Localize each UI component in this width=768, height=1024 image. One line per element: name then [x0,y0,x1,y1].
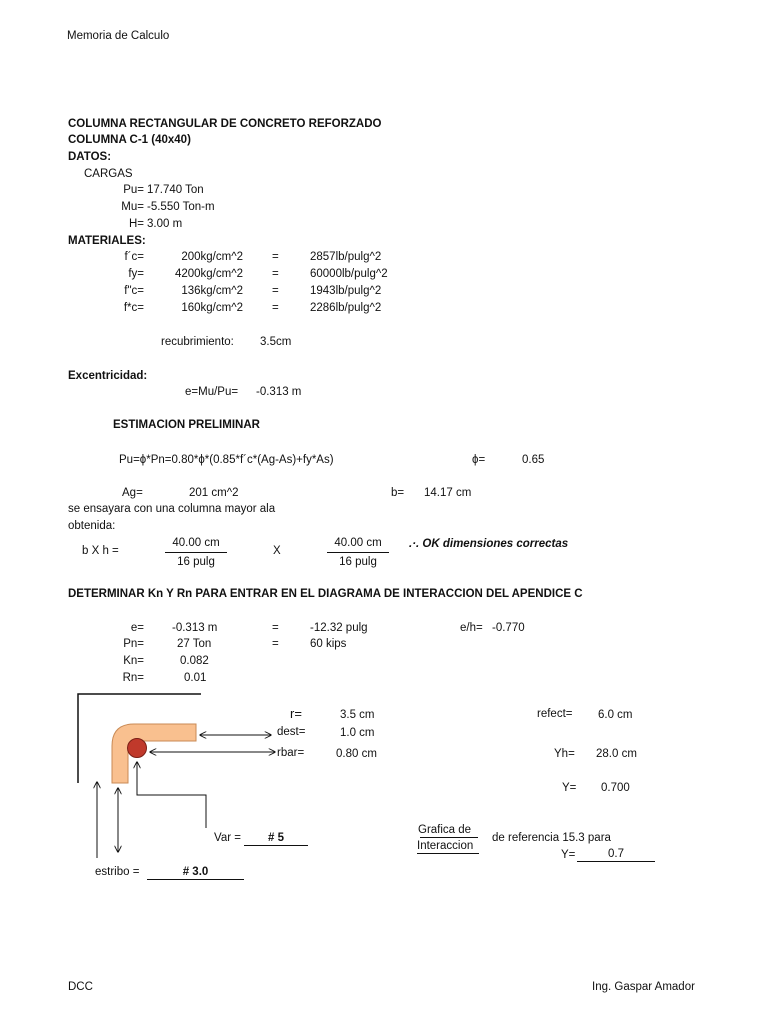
y2-value: 0.7 [577,847,655,862]
material-label: f*c= [123,302,144,314]
b-value: 14.17 cm [424,487,472,499]
cargas-label: CARGAS [84,168,133,180]
h-value: 3.00 m [147,218,183,230]
material-equals: = [272,285,279,297]
pn-value: 27 Ton [177,638,212,650]
refect-value: 6.0 cm [598,709,633,721]
mu-value: -5.550 Ton-m [147,201,215,213]
yh-label: Yh= [554,748,575,760]
materiales-heading: MATERIALES: [68,235,146,247]
mu-label: Mu= [121,201,144,213]
bxh-label: b X h = [82,545,119,557]
phi-value: 0.65 [522,454,545,466]
material-metric: 160kg/cm^2 [181,302,243,314]
referencia-text: de referencia 15.3 para [492,832,611,844]
column-id: COLUMNA C-1 (40x40) [68,134,191,146]
r-value: 3.5 cm [340,709,375,721]
estimacion-formula: Pu=ϕ*Pn=0.80*ϕ*(0.85*f´c*(Ag-As)+fy*As) [119,454,334,466]
material-label: fy= [128,268,144,280]
determinar-heading: DETERMINAR Kn Y Rn PARA ENTRAR EN EL DIAGRAMA DE INTERACCION DEL APENDICE C [68,588,583,600]
page-header: Memoria de Calculo [67,30,170,42]
ok-message: .·. OK dimensiones correctas [409,538,569,550]
doc-title: COLUMNA RECTANGULAR DE CONCRETO REFORZADO [68,118,382,130]
footer-left: DCC [68,981,93,993]
estribo-value: # 3.0 [147,865,244,880]
grafica-underline-1 [420,837,478,838]
rn-value: 0.01 [184,672,207,684]
times-sign: X [273,545,281,557]
rbar-label: rbar= [277,747,305,759]
ag-value: 201 cm^2 [189,487,239,499]
material-label: f"c= [124,285,144,297]
y-value: 0.700 [601,782,630,794]
excentricidad-heading: Excentricidad: [68,370,148,382]
refect-label: refect= [537,708,573,720]
phi-label: ϕ= [472,454,486,466]
excentricidad-value: -0.313 m [256,386,302,398]
e-label: e= [130,622,144,634]
note-line-2: obtenida: [68,520,116,532]
var-leader-line [137,762,206,828]
datos-heading: DATOS: [68,151,112,163]
grafica-underline-2 [417,853,479,854]
fraction-h-denominator: 16 pulg [339,556,377,568]
material-imperial: 60000lb/pulg^2 [310,268,388,280]
e-value: -0.313 m [172,622,218,634]
recubrimiento-label: recubrimiento: [161,336,234,348]
note-line-1: se ensayara con una columna mayor ala [68,503,276,515]
h-label: H= [128,218,144,230]
rbar-value: 0.80 cm [336,748,377,760]
estribo-label: estribo = [95,866,140,878]
r-label: r= [290,706,302,721]
stirrup-shape [112,724,196,783]
grafica-line-2: Interaccion [417,840,474,852]
kn-value: 0.082 [180,655,209,667]
fraction-b-denominator: 16 pulg [177,556,215,568]
material-imperial: 2857lb/pulg^2 [310,251,382,263]
material-metric: 4200kg/cm^2 [174,268,243,280]
material-label: f´c= [124,251,144,263]
grafica-line-1: Grafica de [418,824,472,836]
fraction-b-numerator: 40.00 cm [165,536,227,553]
b-label: b= [391,487,405,499]
pn-equals: = [272,638,279,650]
y2-label: Y= [561,849,576,861]
kn-label: Kn= [123,655,144,667]
material-metric: 200kg/cm^2 [181,251,243,263]
excentricidad-formula: e=Mu/Pu= [185,386,239,398]
pn-label: Pn= [123,638,144,650]
pn-imperial: 60 kips [310,638,347,650]
footer-author: Ing. Gaspar Amador [592,981,695,993]
eh-label: e/h= [460,622,483,634]
var-label: Var = [214,832,241,844]
material-metric: 136kg/cm^2 [181,285,243,297]
recubrimiento-value: 3.5cm [260,336,292,348]
material-equals: = [272,268,279,280]
eh-value: -0.770 [492,622,525,634]
var-value: # 5 [244,831,308,846]
material-equals: = [272,251,279,263]
material-equals: = [272,302,279,314]
estimacion-heading: ESTIMACION PRELIMINAR [113,419,260,431]
yh-value: 28.0 cm [596,748,637,760]
pu-value: 17.740 Ton [147,184,204,196]
fraction-h-numerator: 40.00 cm [327,536,389,553]
e-equals: = [272,622,279,634]
material-imperial: 1943lb/pulg^2 [310,285,382,297]
y-label: Y= [562,782,577,794]
longitudinal-bar [128,739,147,758]
ag-label: Ag= [122,487,143,499]
e-imperial: -12.32 pulg [310,622,368,634]
rn-label: Rn= [122,672,144,684]
pu-label: Pu= [123,184,144,196]
material-imperial: 2286lb/pulg^2 [310,302,382,314]
dest-value: 1.0 cm [340,727,375,739]
dest-label: dest= [277,726,306,738]
